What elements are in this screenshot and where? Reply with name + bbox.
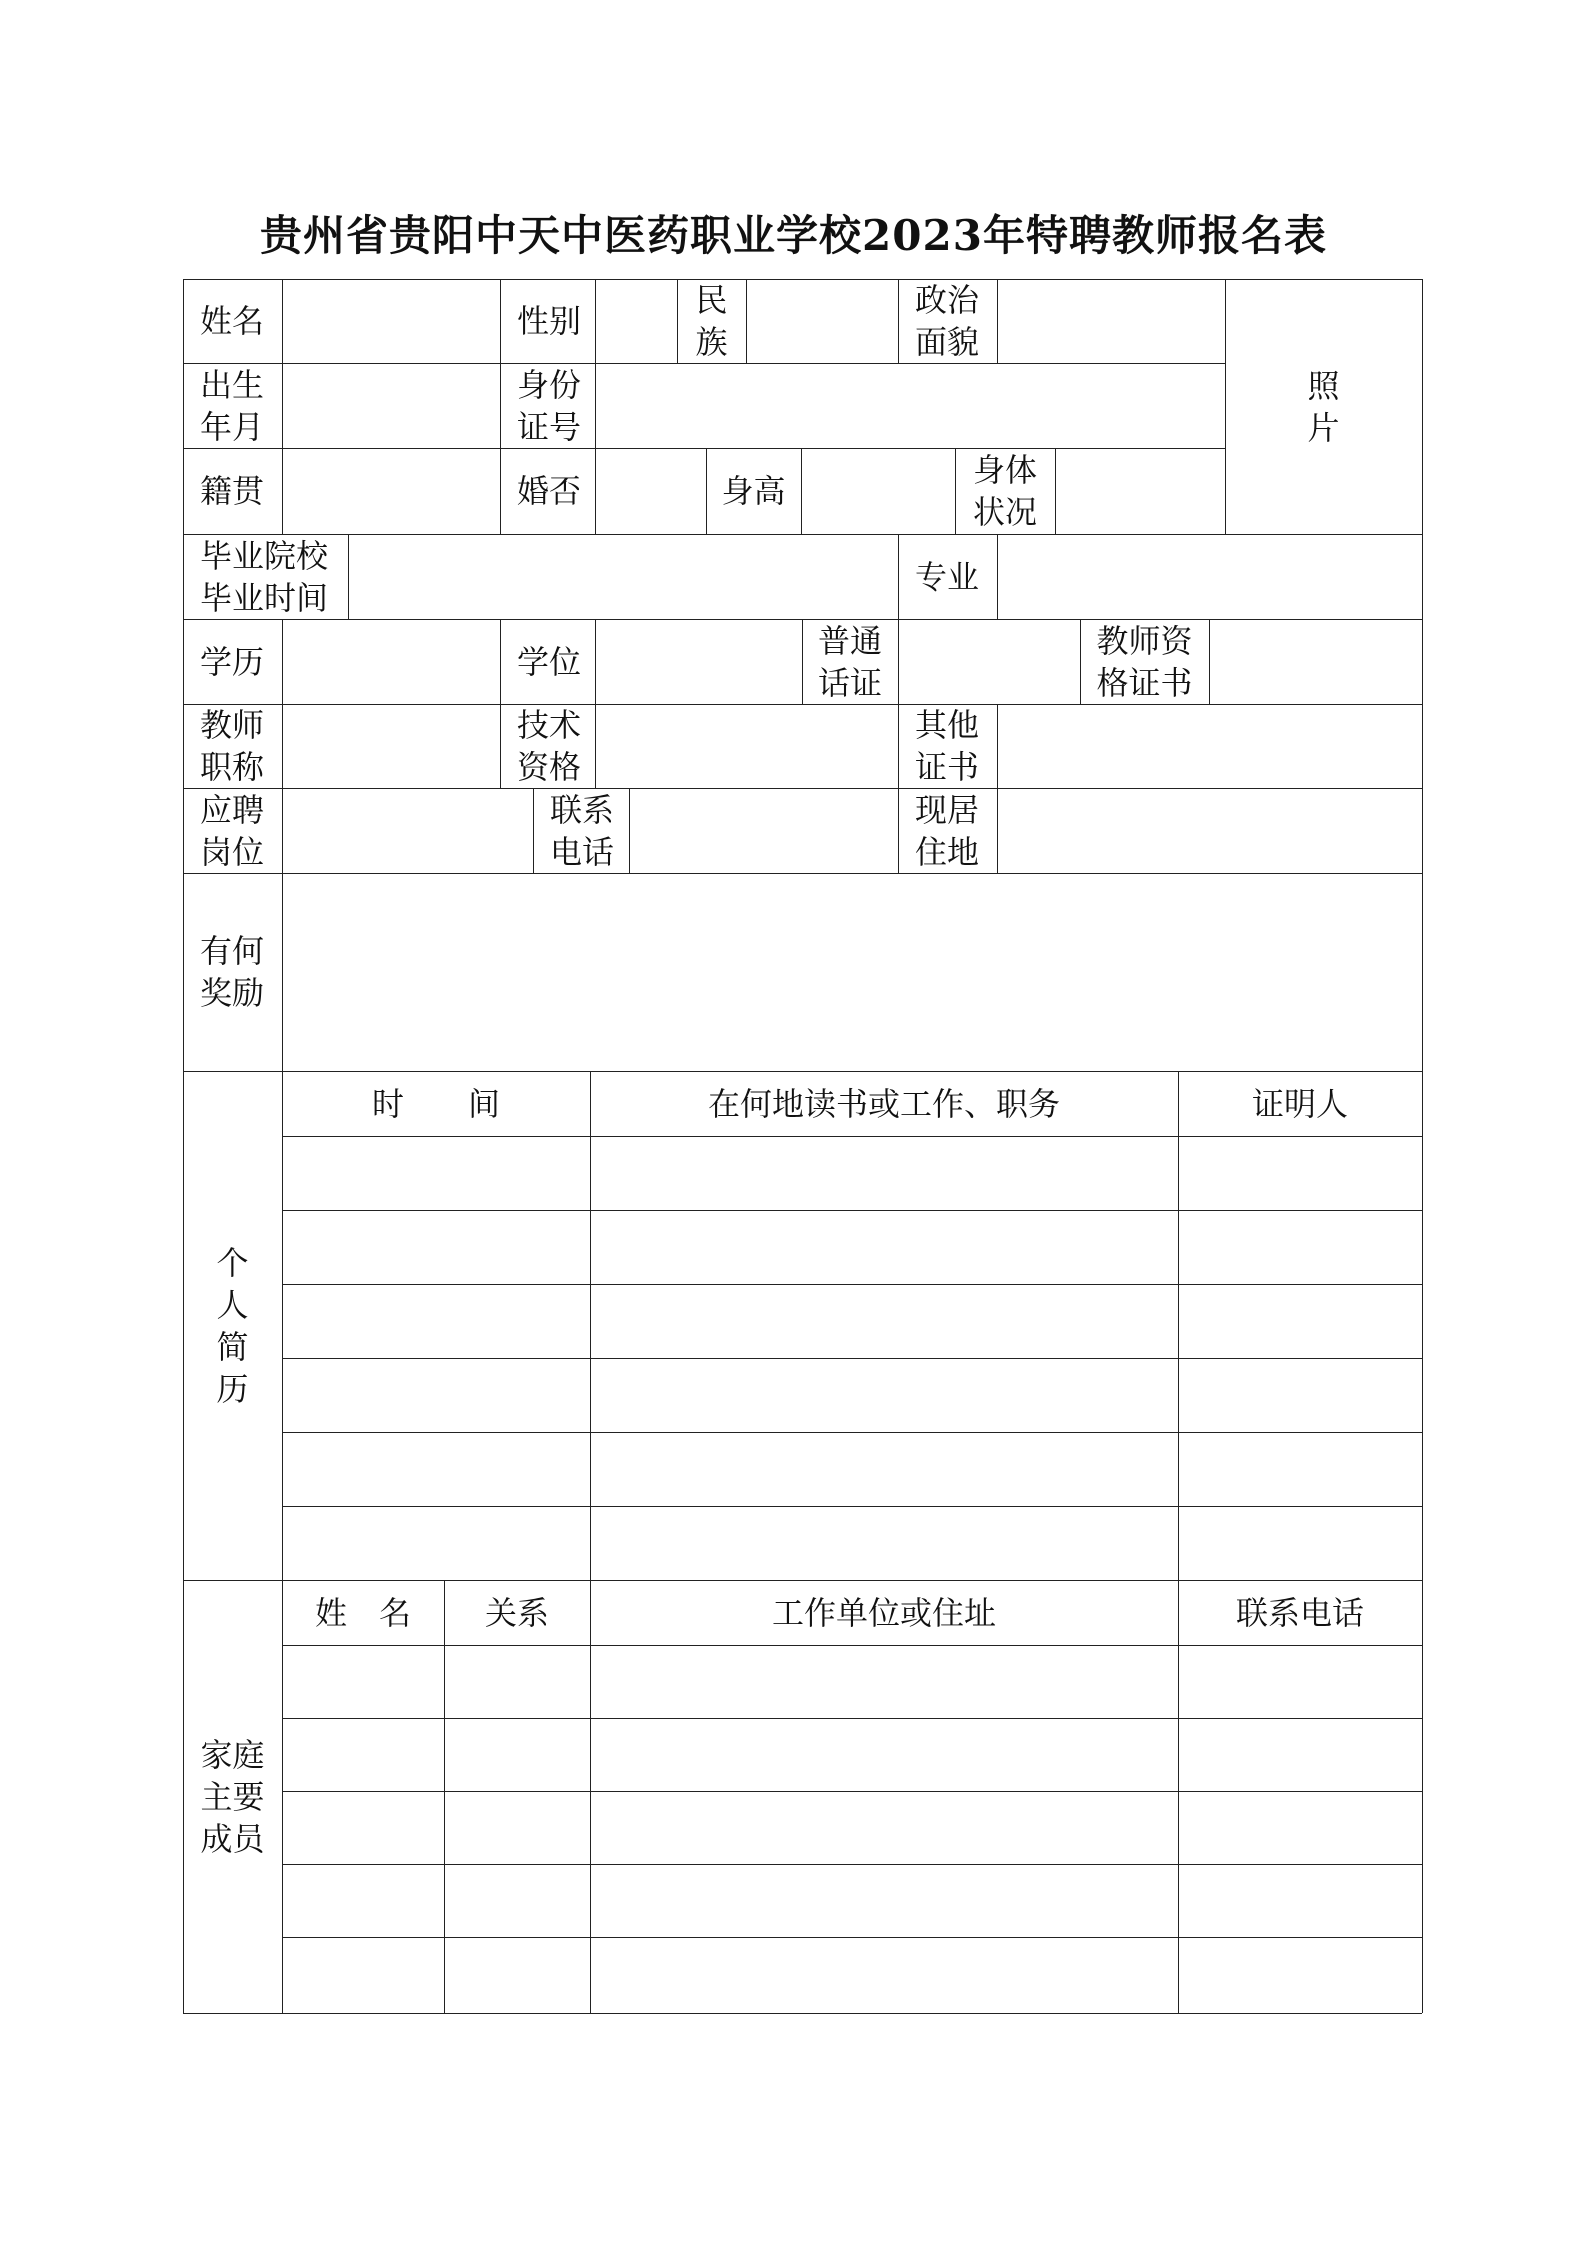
table-grid-line xyxy=(706,448,707,534)
family-cell-relation[interactable] xyxy=(444,1645,590,1718)
input-health[interactable] xyxy=(1055,448,1225,534)
label-teacher-cert: 教师资 格证书 xyxy=(1096,621,1193,702)
label-education: 学历 xyxy=(200,642,265,681)
table-grid-line xyxy=(1178,1071,1179,2013)
input-height[interactable] xyxy=(801,448,955,534)
table-grid-line xyxy=(500,279,501,534)
family-cell-work-address[interactable] xyxy=(590,1937,1178,2013)
resume-cell-place-duty[interactable] xyxy=(590,1136,1178,1210)
table-grid-line xyxy=(282,1506,1422,1507)
label-id-number: 身份 证号 xyxy=(517,365,582,446)
family-cell-relation[interactable] xyxy=(444,1864,590,1937)
label-awards: 有何 奖励 xyxy=(200,932,265,1012)
table-grid-line xyxy=(282,1645,1422,1646)
table-grid-line xyxy=(595,619,596,788)
table-grid-line xyxy=(677,279,678,363)
table-grid-line xyxy=(183,279,1422,280)
resume-cell-place-duty[interactable] xyxy=(590,1506,1178,1580)
form-title: 贵州省贵阳中天中医药职业学校2023年特聘教师报名表 xyxy=(260,211,1327,260)
family-cell-phone[interactable] xyxy=(1178,1791,1422,1864)
resume-cell-time[interactable] xyxy=(282,1284,590,1358)
table-grid-line xyxy=(444,1580,445,2013)
family-cell-name[interactable] xyxy=(282,1645,444,1718)
table-grid-line xyxy=(282,1718,1422,1719)
label-degree: 学位 xyxy=(517,642,582,681)
table-grid-line xyxy=(1422,279,1423,2013)
family-cell-relation[interactable] xyxy=(444,1791,590,1864)
family-cell-work-address[interactable] xyxy=(590,1645,1178,1718)
resume-cell-time[interactable] xyxy=(282,1506,590,1580)
family-cell-work-address[interactable] xyxy=(590,1718,1178,1791)
input-teacher-cert[interactable] xyxy=(1209,619,1422,704)
family-cell-phone[interactable] xyxy=(1178,1645,1422,1718)
input-phone[interactable] xyxy=(629,788,898,873)
family-header-name: 姓 名 xyxy=(314,1593,411,1632)
label-family: 家庭 主要 成员 xyxy=(200,1735,265,1858)
table-grid-line xyxy=(997,534,998,619)
family-cell-work-address[interactable] xyxy=(590,1864,1178,1937)
input-mandarin-cert[interactable] xyxy=(898,619,1080,704)
input-political[interactable] xyxy=(997,279,1225,363)
input-marital[interactable] xyxy=(595,448,706,534)
label-position: 应聘 岗位 xyxy=(200,790,265,871)
table-grid-line xyxy=(282,1284,1422,1285)
resume-cell-witness[interactable] xyxy=(1178,1506,1422,1580)
label-mandarin-cert: 普通 话证 xyxy=(817,621,882,702)
table-grid-line xyxy=(183,448,1225,449)
input-other-cert[interactable] xyxy=(997,704,1422,788)
table-grid-line xyxy=(282,1358,1422,1359)
table-grid-line xyxy=(997,704,998,873)
table-grid-line xyxy=(590,1071,591,2013)
resume-header-place-duty: 在何地读书或工作、职务 xyxy=(707,1084,1060,1123)
label-school-grad-time: 毕业院校 毕业时间 xyxy=(200,536,329,617)
label-major: 专业 xyxy=(915,557,980,596)
label-tech-qual: 技术 资格 xyxy=(517,706,582,786)
table-grid-line xyxy=(997,279,998,363)
label-native-place: 籍贯 xyxy=(200,472,265,510)
label-gender: 性别 xyxy=(517,302,582,340)
family-cell-phone[interactable] xyxy=(1178,1864,1422,1937)
table-grid-line xyxy=(183,1071,1422,1072)
input-teacher-title[interactable] xyxy=(282,704,500,788)
table-grid-line xyxy=(282,873,283,2013)
table-grid-line xyxy=(282,1791,1422,1792)
table-grid-line xyxy=(183,873,1422,874)
label-address: 现居 住地 xyxy=(915,790,980,871)
table-grid-line xyxy=(183,2013,1422,2014)
table-grid-line xyxy=(282,1937,1422,1938)
resume-cell-place-duty[interactable] xyxy=(590,1432,1178,1506)
table-grid-line xyxy=(282,1136,1422,1137)
family-cell-phone[interactable] xyxy=(1178,1718,1422,1791)
table-grid-line xyxy=(183,363,1225,364)
family-cell-phone[interactable] xyxy=(1178,1937,1422,2013)
family-cell-name[interactable] xyxy=(282,1864,444,1937)
table-grid-line xyxy=(183,534,1422,535)
family-header-phone: 联系电话 xyxy=(1235,1593,1364,1632)
input-major[interactable] xyxy=(997,534,1422,619)
resume-cell-time[interactable] xyxy=(282,1432,590,1506)
input-school-grad-time[interactable] xyxy=(348,534,898,619)
input-birth[interactable] xyxy=(282,363,500,448)
resume-cell-witness[interactable] xyxy=(1178,1210,1422,1284)
table-grid-line xyxy=(802,619,803,704)
input-position[interactable] xyxy=(282,788,533,873)
table-grid-line xyxy=(898,619,899,704)
input-name[interactable] xyxy=(282,279,500,363)
resume-cell-place-duty[interactable] xyxy=(590,1358,1178,1432)
family-header-work-address: 工作单位或住址 xyxy=(771,1593,996,1632)
family-cell-relation[interactable] xyxy=(444,1937,590,2013)
resume-cell-time[interactable] xyxy=(282,1358,590,1432)
photo-box[interactable]: 照 片 xyxy=(1307,366,1340,447)
table-grid-line xyxy=(801,448,802,534)
table-grid-line xyxy=(183,788,1422,789)
table-grid-line xyxy=(533,788,534,873)
resume-header-witness: 证明人 xyxy=(1251,1084,1348,1123)
table-grid-line xyxy=(898,788,899,873)
table-grid-line xyxy=(183,704,1422,705)
table-grid-line xyxy=(629,788,630,873)
table-grid-line xyxy=(282,619,283,788)
family-cell-name[interactable] xyxy=(282,1791,444,1864)
table-grid-line xyxy=(1080,619,1081,704)
input-tech-qual[interactable] xyxy=(595,704,898,788)
label-political: 政治 面貌 xyxy=(915,281,980,361)
input-degree[interactable] xyxy=(595,619,802,704)
resume-cell-witness[interactable] xyxy=(1178,1432,1422,1506)
table-grid-line xyxy=(1225,279,1226,534)
resume-cell-time[interactable] xyxy=(282,1136,590,1210)
label-health: 身体 状况 xyxy=(972,451,1037,531)
family-header-relation: 关系 xyxy=(484,1593,549,1632)
table-grid-line xyxy=(282,788,283,873)
input-gender[interactable] xyxy=(595,279,677,363)
table-grid-line xyxy=(500,619,501,788)
label-birth: 出生 年月 xyxy=(200,365,265,446)
table-grid-line xyxy=(1055,448,1056,534)
table-grid-line xyxy=(898,704,899,788)
resume-cell-place-duty[interactable] xyxy=(590,1210,1178,1284)
table-grid-line xyxy=(183,1580,1422,1581)
family-cell-relation[interactable] xyxy=(444,1718,590,1791)
table-grid-line xyxy=(1209,619,1210,704)
input-id-number[interactable] xyxy=(595,363,1225,448)
resume-cell-time[interactable] xyxy=(282,1210,590,1284)
table-grid-line xyxy=(955,448,956,534)
label-marital: 婚否 xyxy=(517,472,582,510)
resume-cell-witness[interactable] xyxy=(1178,1358,1422,1432)
table-grid-line xyxy=(746,279,747,363)
table-grid-line xyxy=(282,1432,1422,1433)
input-awards[interactable] xyxy=(282,873,1422,1071)
label-phone: 联系 电话 xyxy=(550,790,615,871)
resume-cell-place-duty[interactable] xyxy=(590,1284,1178,1358)
label-height: 身高 xyxy=(721,472,786,510)
label-teacher-title: 教师 职称 xyxy=(200,706,265,786)
label-name: 姓名 xyxy=(200,302,265,340)
table-grid-line xyxy=(183,279,184,2013)
table-grid-line xyxy=(348,534,349,619)
input-address[interactable] xyxy=(997,788,1422,873)
resume-cell-witness[interactable] xyxy=(1178,1136,1422,1210)
resume-cell-witness[interactable] xyxy=(1178,1284,1422,1358)
label-resume: 个 人 简 历 xyxy=(216,1243,249,1408)
table-grid-line xyxy=(282,1864,1422,1865)
input-education[interactable] xyxy=(282,619,500,704)
table-grid-line xyxy=(282,1210,1422,1211)
input-native-place[interactable] xyxy=(282,448,500,534)
family-cell-work-address[interactable] xyxy=(590,1791,1178,1864)
label-ethnicity: 民 族 xyxy=(695,281,728,361)
family-cell-name[interactable] xyxy=(282,1937,444,2013)
table-grid-line xyxy=(282,279,283,534)
table-grid-line xyxy=(898,279,899,363)
family-cell-name[interactable] xyxy=(282,1718,444,1791)
input-ethnicity[interactable] xyxy=(746,279,898,363)
label-other-cert: 其他 证书 xyxy=(915,706,980,786)
table-grid-line xyxy=(898,534,899,619)
table-grid-line xyxy=(595,279,596,534)
resume-header-time: 时 间 xyxy=(371,1084,500,1123)
